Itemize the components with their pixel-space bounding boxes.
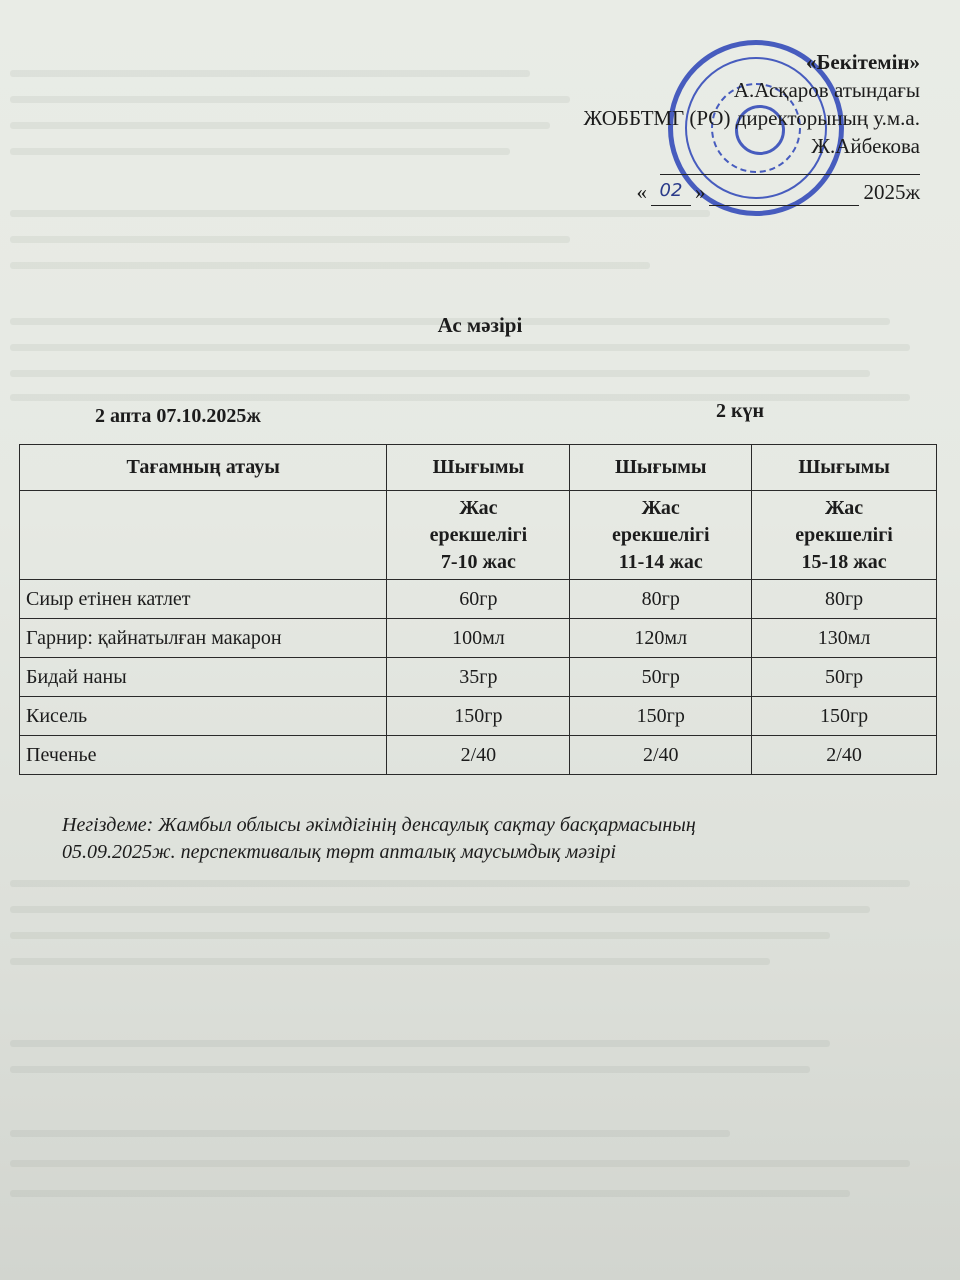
table-header-row (20, 445, 937, 491)
portion-11-14: 2/40 (570, 736, 752, 775)
portion-15-18: 2/40 (752, 736, 937, 775)
age-range: 7-10 жас (440, 550, 516, 573)
table-row (20, 619, 937, 658)
column-header-yield: Шығымы (387, 445, 570, 491)
table-row (20, 736, 937, 775)
approval-position: ЖОББТМГ (РО) директорының у.м.а. (583, 106, 920, 130)
column-header-yield: Шығымы (752, 445, 937, 491)
signature-line (660, 160, 920, 175)
dish-name: Кисель (20, 697, 387, 736)
portion-11-14: 80гр (570, 580, 752, 619)
age-label: ерекшелігі (611, 523, 710, 546)
dish-name: Бидай наны (20, 658, 387, 697)
date-quote-open: « (636, 180, 647, 204)
dish-name: Сиыр етінен катлет (20, 580, 387, 619)
date-day: 02 (651, 177, 691, 206)
table-row (20, 697, 937, 736)
portion-11-14: 50гр (570, 658, 752, 697)
basis-note-line: 05.09.2025ж. перспективалық төрт апталық маусымдық мәзірі (62, 841, 617, 863)
approval-heading: «Бекітемін» (805, 50, 920, 74)
dish-name: Гарнир: қайнатылған макарон (20, 619, 387, 658)
age-group-7-10 (387, 491, 570, 580)
age-range: 15-18 жас (801, 550, 887, 573)
approval-school: А.Асқаров атындағы (733, 78, 920, 102)
table-row (20, 658, 937, 697)
dish-name: Печенье (20, 736, 387, 775)
portion-15-18: 130мл (752, 619, 937, 658)
day-label: 2 күн (716, 400, 765, 422)
age-label: Жас (641, 496, 680, 519)
basis-note-line: Негіздеме: Жамбыл облысы әкімдігінің денсаулық сақтау басқармасының (62, 814, 696, 836)
portion-15-18: 150гр (752, 697, 937, 736)
date-month-line (709, 205, 859, 206)
column-header-yield: Шығымы (570, 445, 752, 491)
approval-date (583, 177, 920, 206)
basis-note (62, 812, 696, 866)
portion-7-10: 35гр (387, 658, 570, 697)
portion-11-14: 120мл (570, 619, 752, 658)
age-label: ерекшелігі (429, 523, 528, 546)
column-header-dish: Тағамның атауы (20, 445, 387, 491)
date-quote-close: » (694, 180, 706, 204)
date-year: 2025ж (863, 180, 920, 204)
approval-signatory: Ж.Айбекова (811, 134, 920, 158)
portion-7-10: 2/40 (387, 736, 570, 775)
portion-7-10: 150гр (387, 697, 570, 736)
portion-15-18: 50гр (752, 658, 937, 697)
portion-7-10: 60гр (387, 580, 570, 619)
menu-table (19, 444, 937, 775)
empty-cell (20, 491, 387, 580)
age-range: 11-14 жас (618, 550, 703, 573)
age-label: Жас (459, 496, 498, 519)
age-group-15-18 (752, 491, 937, 580)
page-title: Ас мәзірі (437, 313, 523, 337)
approval-block (583, 48, 920, 206)
portion-15-18: 80гр (752, 580, 937, 619)
age-label: ерекшелігі (795, 523, 893, 546)
portion-11-14: 150гр (570, 697, 752, 736)
age-group-11-14 (570, 491, 752, 580)
week-date-label: 2 апта 07.10.2025ж (95, 405, 261, 427)
age-group-row (20, 491, 937, 580)
age-label: Жас (825, 496, 864, 519)
portion-7-10: 100мл (387, 619, 570, 658)
table-row (20, 580, 937, 619)
